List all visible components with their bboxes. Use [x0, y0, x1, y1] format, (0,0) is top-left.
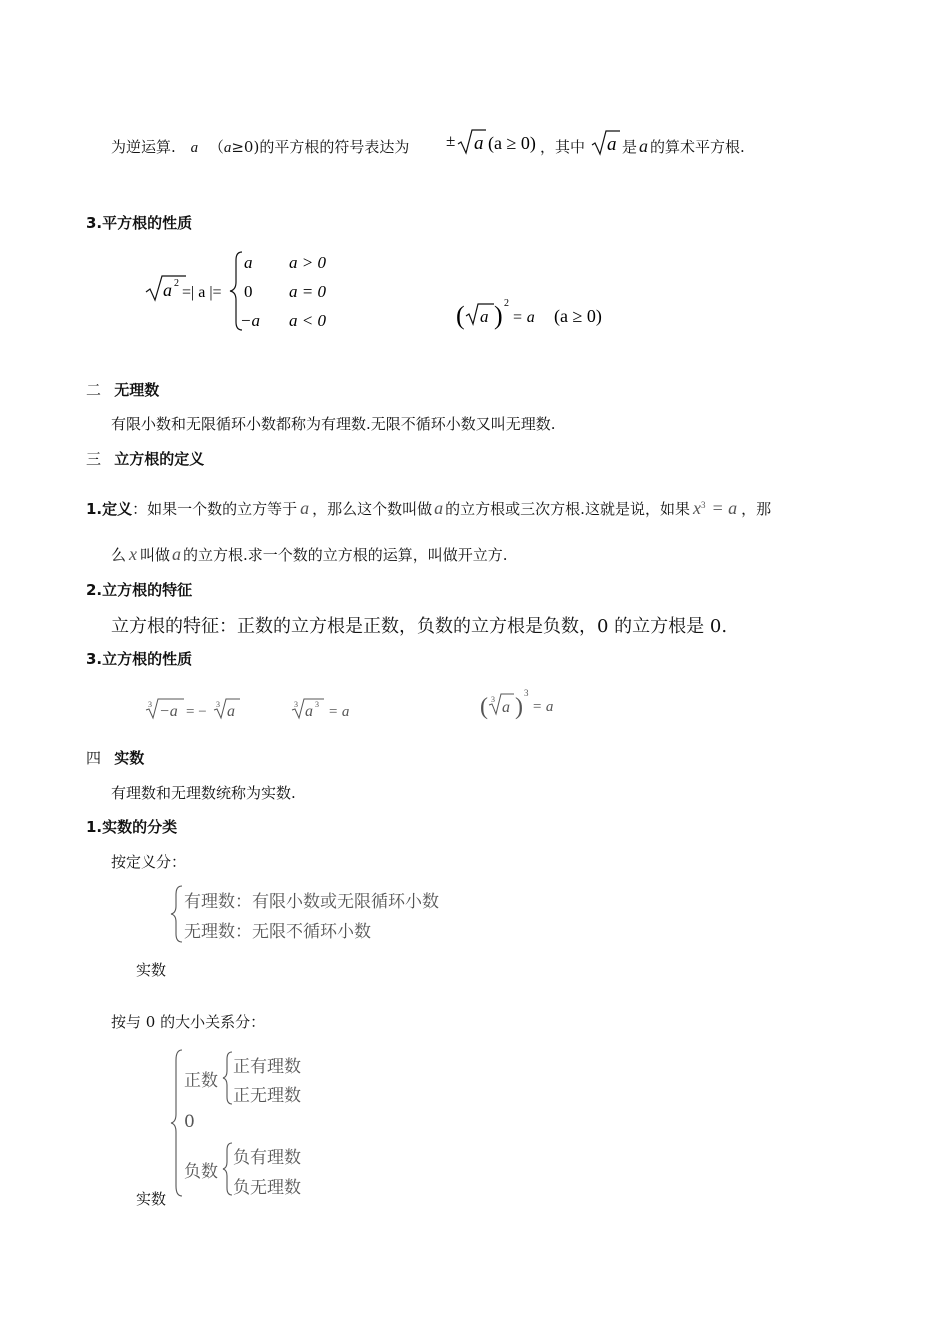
math-var: x — [129, 544, 138, 564]
text: 叫做 — [140, 546, 171, 564]
list-item: 正数 — [184, 1071, 218, 1091]
definition-line — [86, 498, 771, 519]
exponent: 2 — [174, 278, 179, 289]
list-item: 负无理数 — [233, 1178, 301, 1198]
section-title: 立方根的定义 — [114, 450, 205, 468]
math-var: a — [223, 140, 232, 156]
section-heading: 2.立方根的特征 — [86, 581, 193, 599]
paragraph: 有理数和无理数统称为实数. — [111, 784, 296, 802]
intro-tail — [622, 136, 745, 157]
radicand: −a — [159, 703, 178, 720]
text: 的算术平方根. — [650, 138, 745, 156]
sqrt-abs-formula — [144, 246, 344, 342]
section-heading — [86, 747, 144, 768]
pm-sign: ± — [446, 131, 456, 150]
math-var: x — [692, 498, 701, 518]
radicand: a — [474, 133, 484, 154]
case-condition: a = 0 — [289, 282, 326, 301]
radicand: a — [502, 699, 510, 716]
text: （ — [208, 138, 224, 156]
section-title: 无理数 — [114, 381, 160, 399]
text: ≥0)的平方根的符号表达为 — [231, 138, 410, 156]
section-title: 实数 — [114, 749, 145, 767]
case-condition: a < 0 — [289, 311, 326, 330]
equals-a: = a — [328, 704, 350, 720]
paren: ) — [515, 694, 523, 720]
equals-a: = a — [532, 699, 554, 715]
paragraph: 按与 0 的大小关系分： — [111, 1013, 266, 1031]
paragraph: 立方根的特征：正数的立方根是正数，负数的立方根是负数，0 的立方根是 0. — [111, 616, 728, 637]
list-item: 0 — [184, 1112, 195, 1132]
text: 为逆运算. — [111, 138, 176, 156]
math-var: a — [434, 498, 444, 518]
radicand: a — [480, 307, 489, 326]
text: ：如果一个数的立方等于 — [132, 500, 298, 518]
section-heading: 1.实数的分类 — [86, 818, 178, 836]
cube-root-odd-formula — [144, 694, 254, 728]
exponent: 3 — [700, 500, 706, 510]
radicand: a — [305, 703, 313, 720]
text: 的立方根或三次方根.这就是说，如果 — [445, 500, 690, 518]
case-condition: a > 0 — [289, 253, 326, 272]
sqrt-a — [590, 128, 620, 162]
math-var: a — [190, 140, 199, 156]
math-var: a — [172, 544, 182, 564]
intro-line — [111, 136, 409, 157]
equals-a: = a — [512, 309, 535, 326]
section-heading — [86, 379, 159, 400]
case-value: a — [244, 253, 253, 272]
tree-root-label: 实数 — [136, 961, 167, 979]
condition: (a ≥ 0) — [554, 306, 602, 326]
text: 么 — [111, 546, 127, 564]
cube-root-cubed-formula — [290, 694, 370, 728]
math-var: a — [300, 498, 310, 518]
list-item: 正有理数 — [233, 1057, 301, 1077]
pm-sqrt-expression — [446, 126, 546, 162]
text: ，那么这个数叫做 — [312, 500, 433, 518]
list-item: 无理数：无限不循环小数 — [184, 922, 371, 942]
cube-root-power-formula — [480, 686, 570, 726]
text: 是 — [622, 138, 638, 156]
definition-line-2 — [111, 544, 508, 565]
section-heading: 3.立方根的性质 — [86, 650, 193, 668]
text: ，那 — [741, 500, 772, 518]
paren: ( — [456, 301, 465, 330]
case-value: 0 — [244, 282, 253, 301]
condition: (a ≥ 0) — [488, 133, 536, 153]
paren: ( — [480, 694, 488, 720]
equation-rhs: = a — [711, 498, 738, 518]
radicand: a — [227, 703, 235, 720]
list-item: 负数 — [184, 1162, 218, 1182]
section-heading — [86, 448, 204, 469]
equals-neg: = − — [186, 704, 207, 720]
sqrt-squared-formula — [456, 294, 616, 338]
tree-root-label: 实数 — [136, 1190, 167, 1208]
list-item: 有理数：有限小数或无限循环小数 — [184, 892, 439, 912]
paren: ) — [494, 301, 503, 330]
exponent: 3 — [315, 700, 319, 709]
radicand: a — [163, 280, 172, 300]
radicand: a — [607, 134, 617, 155]
exponent: 3 — [524, 688, 529, 698]
index: 3 — [294, 700, 298, 709]
case-value: −a — [240, 311, 260, 330]
section-number: 四 — [86, 749, 102, 767]
paragraph: 按定义分： — [111, 853, 187, 871]
text: ，其中 — [540, 138, 586, 156]
text: 的立方根.求一个数的立方根的运算，叫做开立方. — [183, 546, 508, 564]
definition-label: 1.定义 — [86, 500, 133, 518]
paragraph: 有限小数和无限循环小数都称为有理数.无限不循环小数又叫无理数. — [111, 415, 556, 433]
list-item: 负有理数 — [233, 1148, 301, 1168]
index: 3 — [148, 700, 152, 709]
classification-tree-def — [170, 884, 184, 948]
section-number: 三 — [86, 450, 102, 468]
exponent: 2 — [504, 298, 509, 309]
index: 3 — [216, 700, 220, 709]
abs-expr: =| a |= — [182, 284, 222, 301]
list-item: 正无理数 — [233, 1086, 301, 1106]
classification-tree-sign — [170, 1048, 184, 1202]
section-number: 二 — [86, 381, 102, 399]
section-heading: 3.平方根的性质 — [86, 214, 193, 232]
math-var: a — [639, 136, 649, 156]
index: 3 — [491, 695, 495, 704]
